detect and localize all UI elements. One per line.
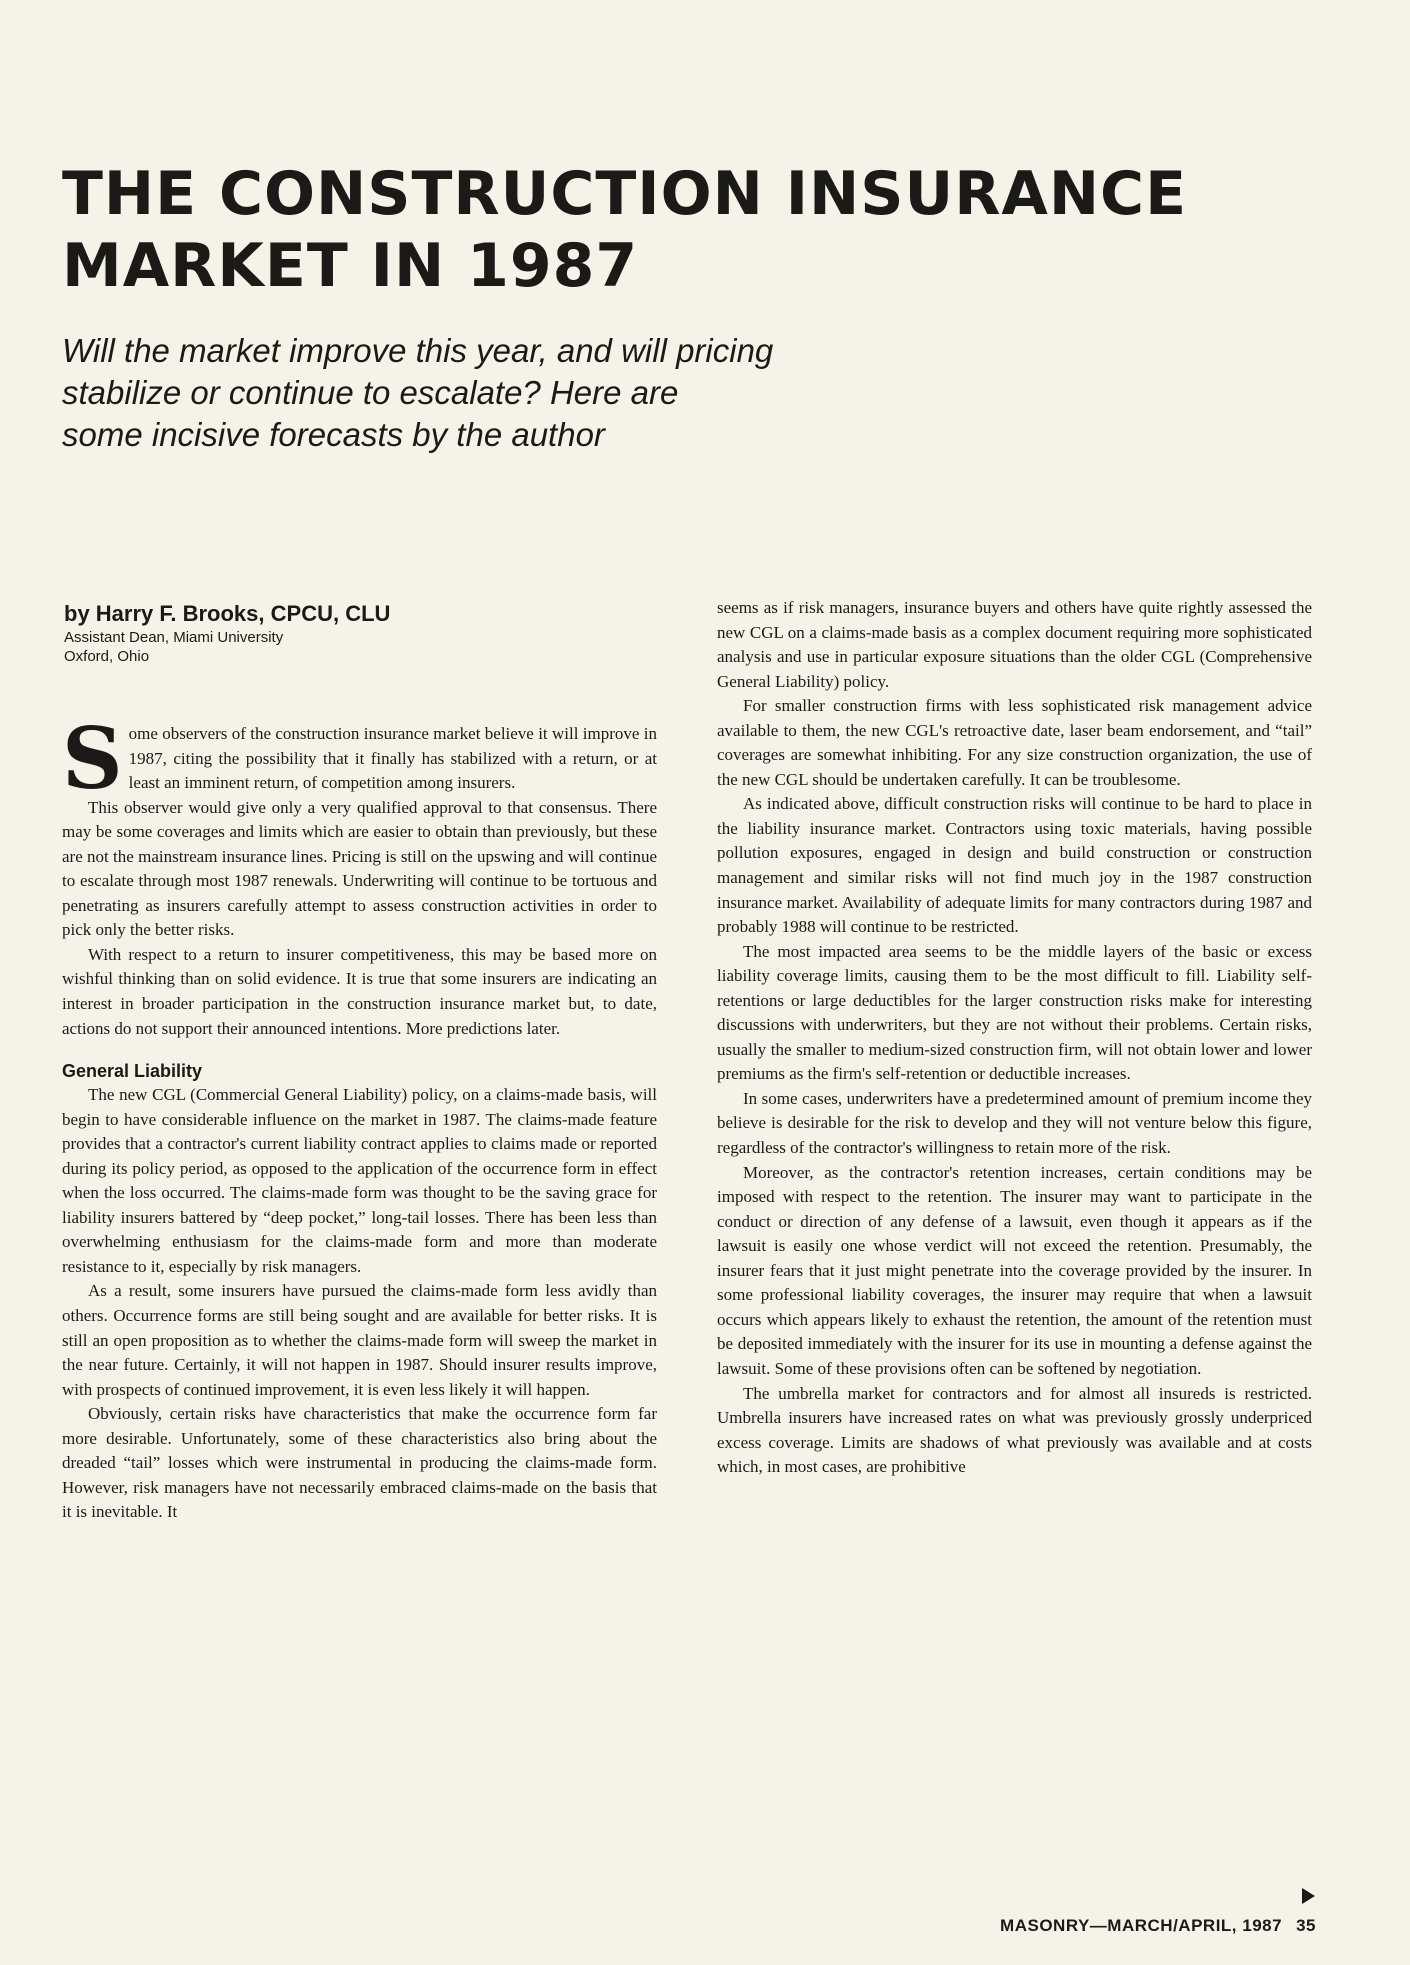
author-name: by Harry F. Brooks, CPCU, CLU xyxy=(64,601,391,626)
right-column xyxy=(717,596,1312,1480)
body-paragraph: seems as if risk managers, insurance buyers and others have quite rightly assessed the new CGL on a claims-made basis as a complex document requiring more sophisticated analysis and use in particular exposure situations than the older CGL (Comprehensive General Liability) policy. xyxy=(717,598,1312,691)
left-column xyxy=(62,709,657,1525)
paragraph-text: ome observers of the construction insurance market believe it will improve in 1987, citing the possibility that it finally has stabilized with a return, or at least an imminent return, of competition among insurers. xyxy=(128,724,657,793)
page-number: 35 xyxy=(1296,1916,1316,1935)
author-location: Oxford, Ohio xyxy=(64,648,150,665)
body-paragraph: The new CGL (Commercial General Liability) policy, on a claims-made basis, will begin to have considerable influence on the market in 1987. The claims-made feature provides that a contractor's current liability contract applies to claims made or reported during its policy period, as opposed to the application of the occurrence form in effect when the loss occurred. The claims-made form was thought to be the saving grace for liability insurers battered by “deep pocket,” long-tail losses. There has been less than overwhelming enthusiasm for the claims-made form and more than moderate resistance to it, especially by risk managers. xyxy=(62,1085,657,1276)
title-line: THE CONSTRUCTION INSURANCE xyxy=(62,159,1188,229)
body-paragraph: As indicated above, difficult construction risks will continue to be hard to place in the liability insurance market. Contractors using toxic materials, having possible pollution exposures, engaged in design and build construction or construction management and similar risks will not find much joy in the 1987 construction insurance market. Availability of adequate limits for many contractors during 1987 and probably 1988 will continue to be restricted. xyxy=(717,794,1312,937)
continued-arrow-icon xyxy=(1302,1888,1315,1904)
body-paragraph: As a result, some insurers have pursued the claims-made form less avidly than others. Occurrence forms are still being sought and are available for better risks. It is still an open proposition as to whether the claims-made form will sweep the market in the near future. Certainly, it will not happen in 1987. Should insurer results improve, with prospects of continued improvement, it is even less likely it will happen. xyxy=(62,1281,657,1399)
body-paragraph: This observer would give only a very qualified approval to that consensus. There may be some coverages and limits which are easier to obtain than previously, but these are not the mainstream insurance lines. Pricing is still on the upswing and will continue to escalate through most 1987 renewals. Underwriting will continue to be tortuous and penetrating as insurers carefully attempt to assess construction activities in order to pick only the better risks. xyxy=(62,797,657,940)
page-footer xyxy=(1000,1916,1316,1936)
article-title xyxy=(62,158,1312,302)
body-paragraph: The umbrella market for contractors and for almost all insureds is restricted. Umbrella insurers have increased rates on what was previously grossly underpriced excess coverage. Limits are shadows of what previously was available and at costs which, in most cases, are prohibitive xyxy=(717,1383,1312,1477)
deck-line: some incisive forecasts by the author xyxy=(62,416,605,453)
body-paragraph: The most impacted area seems to be the middle layers of the basic or excess liability coverage limits, causing them to be the most difficult to fill. Liability self-retentions or large deductibles for the larger construction risks make for interesting discussions with underwriters, but they are not without their problems. Certain risks, usually the smaller to medium-sized construction firm, will not obtain lower and lower premiums as the firm's self-retention or deductible increases. xyxy=(717,941,1312,1084)
drop-cap: S xyxy=(62,709,123,808)
body-paragraph: Moreover, as the contractor's retention increases, certain conditions may be imposed with respect to the retention. The insurer may want to participate in the conduct or direction of any defense of a lawsuit, even though it appears as if the lawsuit is easily one whose verdict will not exceed the retention. Presumably, the insurer fears that it just might penetrate into the coverage provided by the insurer. In some professional liability coverages, the insurer may require that when a lawsuit occurs which appears likely to exhaust the retention, the amount of the retention must be deposited immediately with the insurer for its use in mounting a defense against the lawsuit. Some of these provisions often can be softened by negotiation. xyxy=(717,1162,1312,1378)
article-deck xyxy=(62,330,882,456)
title-line: MARKET IN 1987 xyxy=(62,231,639,301)
section-heading: General Liability xyxy=(62,1061,203,1082)
deck-line: stabilize or continue to escalate? Here are xyxy=(62,374,679,411)
body-paragraph: With respect to a return to insurer competitiveness, this may be based more on wishful thinking than on solid evidence. It is true that some insurers are indicating an interest in broader participation in the construction insurance market but, to date, actions do not support their announced intentions. More predictions later. xyxy=(62,944,657,1038)
deck-line: Will the market improve this year, and will pricing xyxy=(62,332,774,369)
body-paragraph: Obviously, certain risks have characteristics that make the occurrence form far more desirable. Unfortunately, some of these characteristics also bring about the dreaded “tail” losses which were instrumental in producing the claims-made form. However, risk managers have not necessarily embraced claims-made on the basis that it is inevitable. It xyxy=(62,1404,657,1522)
author-position: Assistant Dean, Miami University xyxy=(64,629,284,646)
publication-info: MASONRY—MARCH/APRIL, 1987 xyxy=(1000,1916,1283,1935)
body-paragraph xyxy=(62,709,657,808)
body-paragraph: In some cases, underwriters have a predetermined amount of premium income they believe is desirable for the risk to develop and they will not venture below this figure, regardless of the contractor's willingness to retain more of the risk. xyxy=(717,1088,1312,1158)
byline xyxy=(64,600,390,666)
body-paragraph: For smaller construction firms with less sophisticated risk management advice available to them, the new CGL's retroactive date, laser beam endorsement, and “tail” coverages are somewhat inhibiting. For any size construction organization, the use of the new CGL should be undertaken carefully. It can be troublesome. xyxy=(717,696,1312,789)
